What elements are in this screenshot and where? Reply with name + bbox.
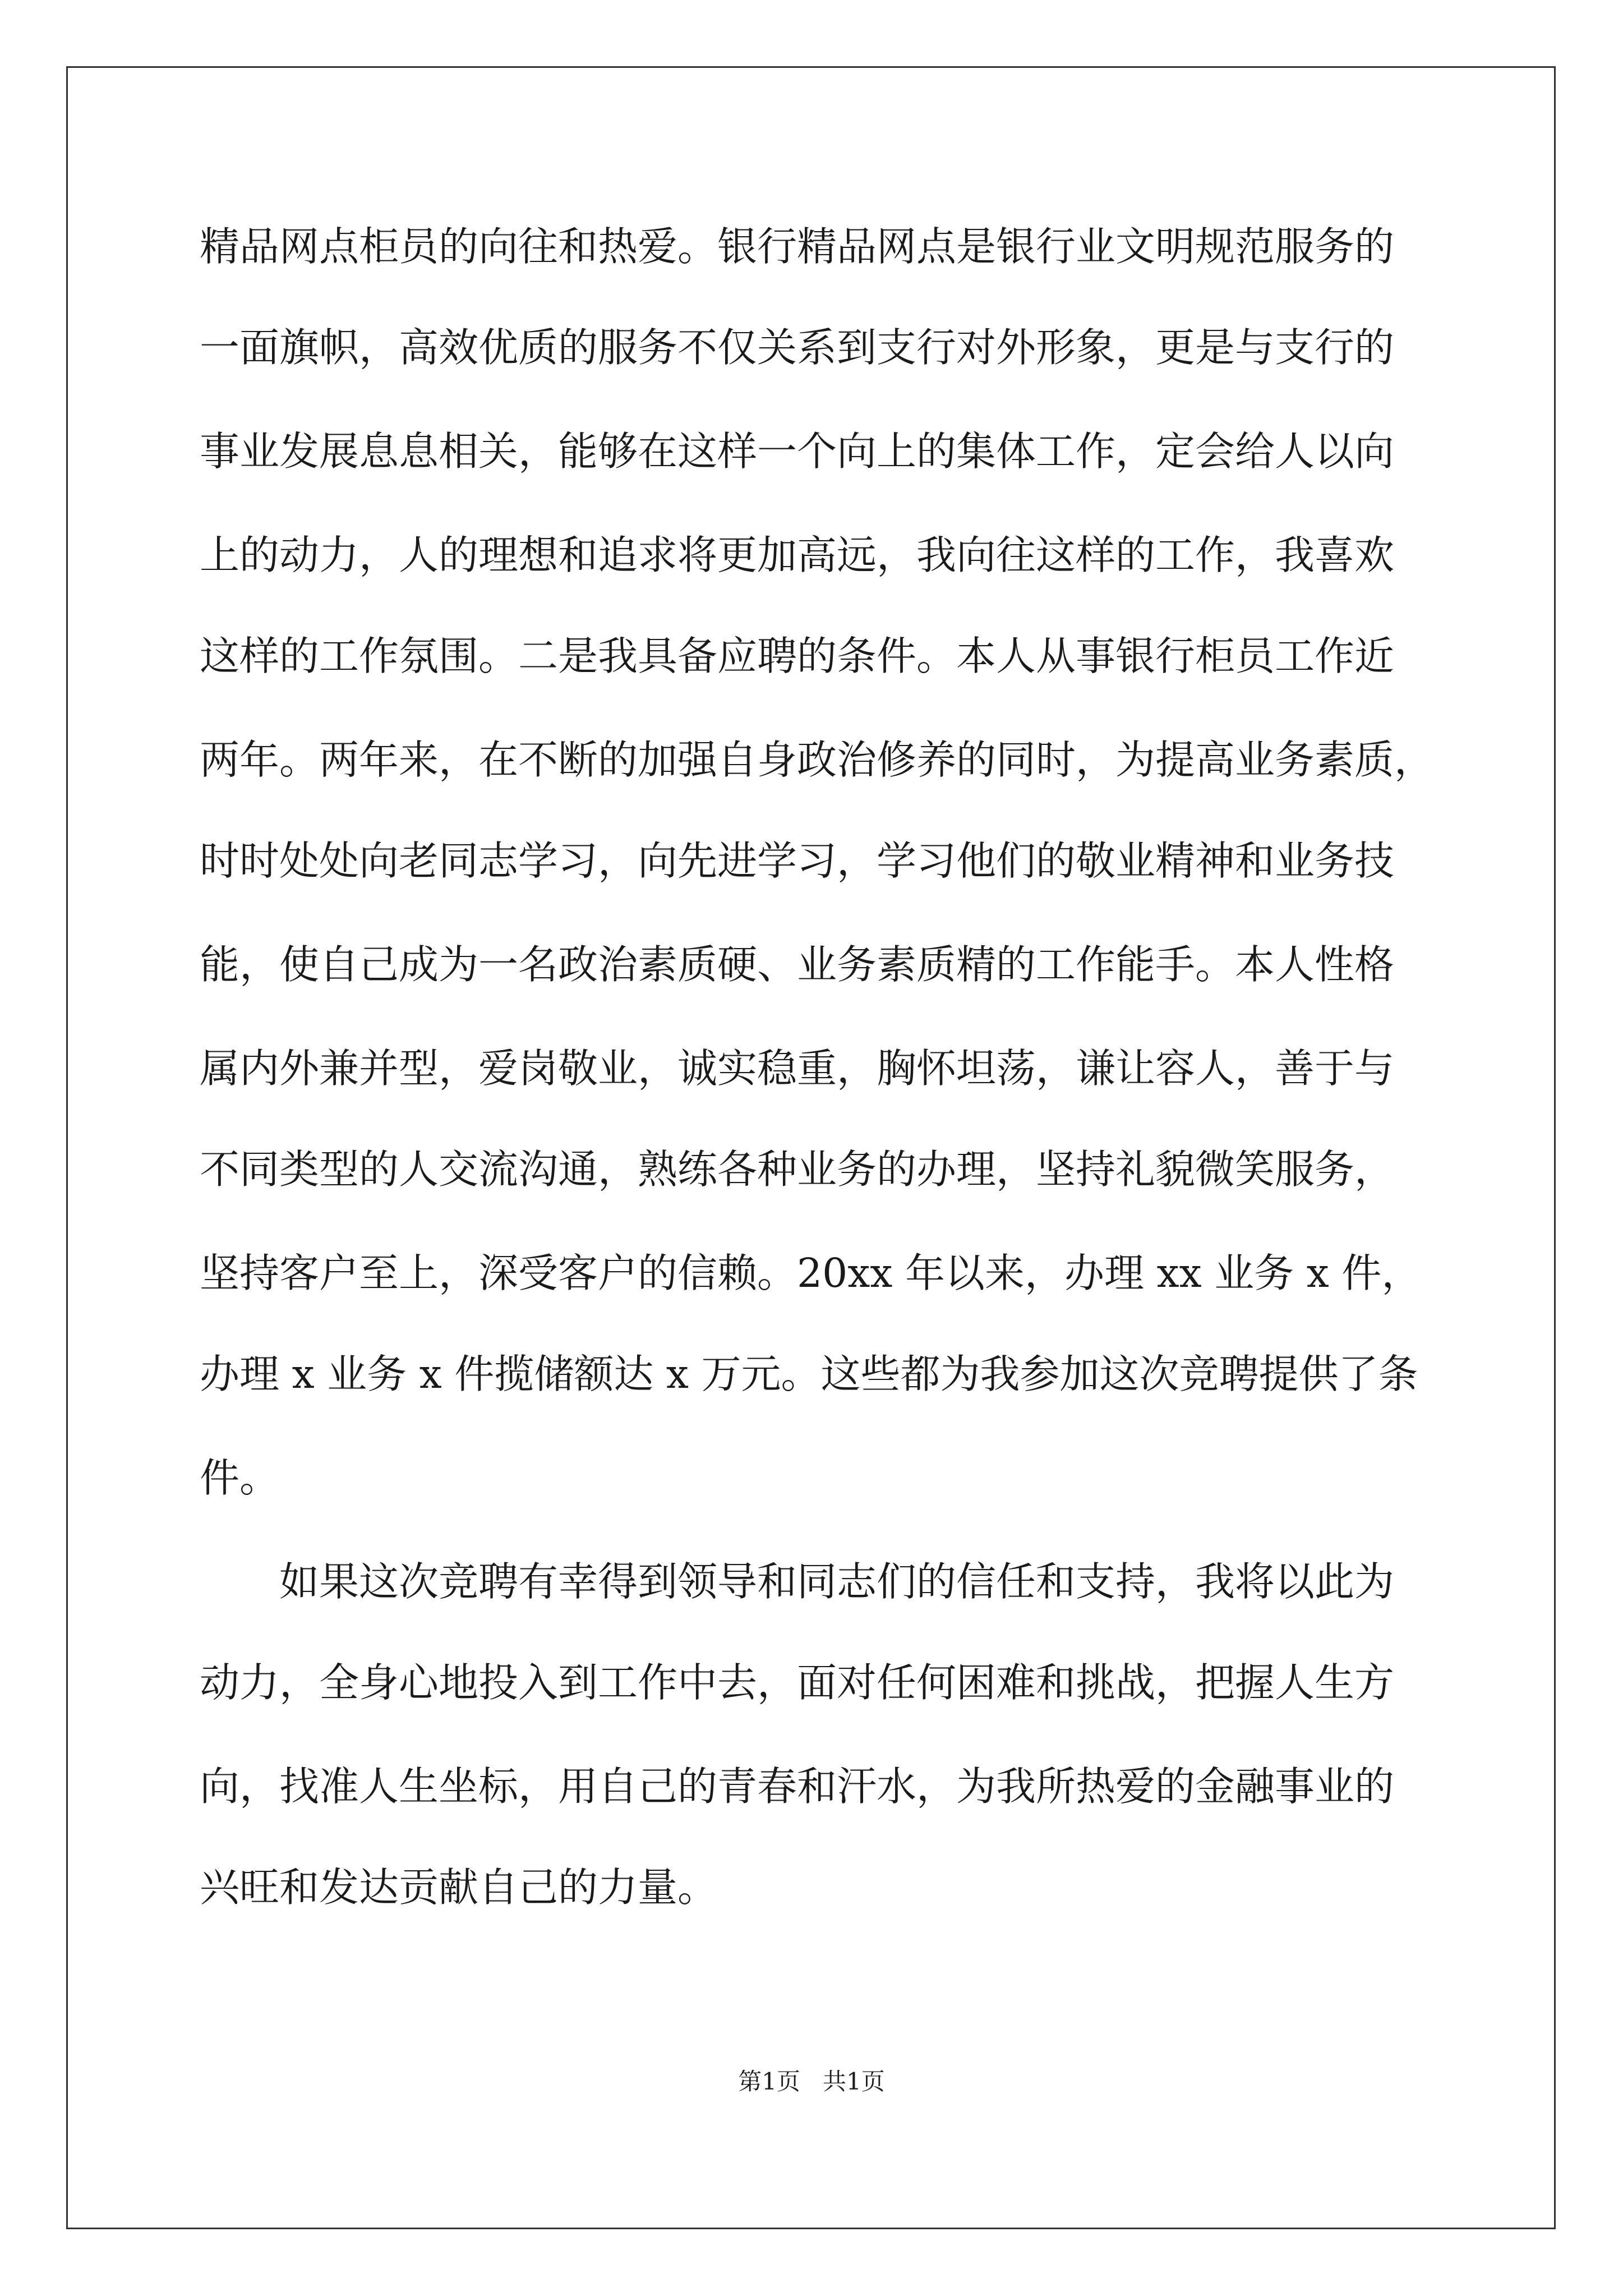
body-text-line: 事业发展息息相关，能够在这样一个向上的集体工作，定会给人以向: [200, 428, 1395, 475]
body-text-line: 动力，全身心地投入到工作中去，面对任何困难和挑战，把握人生方: [200, 1659, 1395, 1706]
body-text-line: 能，使自己成为一名政治素质硬、业务素质精的工作能手。本人性格: [200, 941, 1395, 988]
body-text-line: 两年。两年来，在不断的加强自身政治修养的同时，为提高业务素质，: [200, 737, 1435, 783]
body-text-line: 属内外兼并型，爱岗敬业，诚实稳重，胸怀坦荡，谦让容人，善于与: [200, 1045, 1395, 1092]
page-number-footer: 第1页 共1页: [738, 2068, 885, 2095]
body-text-line: 上的动力，人的理想和追求将更加高远，我向往这样的工作，我喜欢: [200, 532, 1395, 578]
body-text-line: 兴旺和发达贡献自己的力量。: [200, 1864, 718, 1911]
body-text-line: 时时处处向老同志学习，向先进学习，学习他们的敬业精神和业务技: [200, 838, 1395, 884]
body-text-line: 不同类型的人交流沟通，熟练各种业务的办理，坚持礼貌微笑服务，: [200, 1146, 1395, 1193]
body-text-line: 精品网点柜员的向往和热爱。银行精品网点是银行业文明规范服务的: [200, 223, 1395, 270]
body-text-line: 这样的工作氛围。二是我具备应聘的条件。本人从事银行柜员工作近: [200, 633, 1395, 679]
body-text-line: 向，找准人生坐标，用自己的青春和汗水，为我所热爱的金融事业的: [200, 1763, 1395, 1810]
body-text-line: 如果这次竞聘有幸得到领导和同志们的信任和支持，我将以此为: [279, 1558, 1395, 1605]
body-text-line: 一面旗帜，高效优质的服务不仅关系到支行对外形象，更是与支行的: [200, 324, 1395, 371]
body-text-line: 件。: [200, 1455, 280, 1501]
body-text-line: 坚持客户至上，深受客户的信赖。20xx 年以来，办理 xx 业务 x 件，: [200, 1250, 1422, 1296]
body-text-line: 办理 x 业务 x 件揽储额达 x 万元。这些都为我参加这次竞聘提供了条: [200, 1351, 1418, 1397]
